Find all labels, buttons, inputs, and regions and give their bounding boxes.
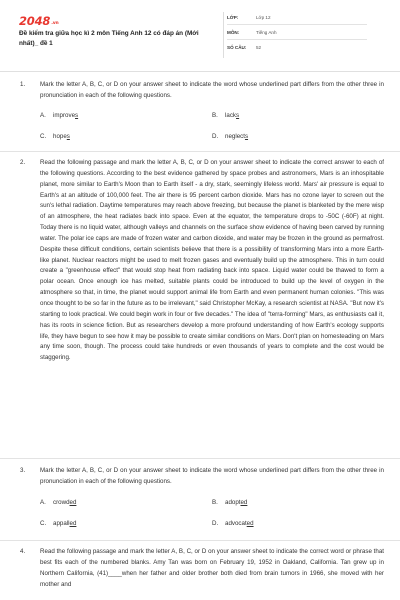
option-letter: C. — [40, 133, 47, 140]
header-rule — [0, 71, 400, 72]
option-text: hope — [53, 133, 67, 140]
meta-subject-key: MÔN: — [227, 30, 240, 35]
option-text: lack — [225, 112, 237, 119]
question-number: 2. — [20, 159, 26, 166]
question-divider — [0, 458, 400, 459]
question-divider — [0, 540, 400, 541]
underlined-part: ed — [69, 499, 77, 506]
option-3d[interactable] — [212, 520, 254, 527]
option-3b[interactable] — [212, 499, 247, 506]
document-header — [0, 0, 400, 66]
underlined-part: s — [236, 112, 240, 119]
option-1d[interactable] — [212, 133, 248, 140]
question-1 — [20, 80, 384, 102]
meta-line — [227, 39, 367, 40]
option-text: neglect — [225, 133, 245, 140]
option-text: advocat — [225, 520, 247, 527]
option-3c[interactable] — [40, 520, 76, 527]
meta-class-key: LỚP: — [227, 15, 239, 20]
underlined-part: ed — [246, 520, 254, 527]
option-text: adopt — [225, 499, 241, 506]
question-divider — [0, 151, 400, 152]
option-letter: C. — [40, 520, 47, 527]
meta-line — [227, 24, 367, 25]
question-number: 1. — [20, 81, 26, 88]
option-text: crowd — [53, 499, 70, 506]
logo-text: 2048 — [19, 14, 51, 28]
option-letter: B. — [212, 499, 218, 506]
reading-passage: Read the following passage and mark the letter A, B, C, or D on your answer sheet to indicate the correct word or phrase that best fits each of the numbered blanks. Amy Tan was born on February 19, 1952 in Oakland, California. Tan grew up in Northern California, (41)____when her father and older brother both died from brain tumors in 1966, she moved with her mother and — [40, 548, 384, 588]
question-prompt: Mark the letter A, B, C, or D on your answer sheet to indicate the word whose underlined part differs from the other three in pronunciation in each of the following questions. — [40, 467, 384, 485]
option-text: improve — [53, 112, 76, 119]
meta-subject-value: Tiếng Anh — [256, 30, 277, 35]
reading-passage: Read the following passage and mark the letter A, B, C, or D on your answer sheet to indicate the correct answer to each of the following questions. According to the best evidence gathered by space probes and astronomers, Mars is an inhospitable planet, more similar to Earth's Moon than to Earth itself - a dry, stark, seemingly lifeless world. Mars' air pressure is equal to Earth's at an altitude of 100,000 feet. The air there is 95 percent carbon dioxide. Mars has no ozone layer to screen out the sun's lethal radiation. Daytime temperatures may reach above freezing, but because the planet is blanketed by the mere wisp of an atmosphere, the heat radiates back into space. Even at the equator, the temperature drops to -50C (-60F) at night. Today there is no liquid water, although valleys and channels on the surface show evidence of having been carved by running water. The polar ice caps are made of frozen water and carbon dioxide, and water may be frozen in the ground as permafrost. Despite these difficult conditions, certain scientists believe that there is a possibility of transforming Mars into a more Earth-like planet. Nuclear reactors might be used to melt frozen gases and eventually build up the atmosphere. This in turn could create a "greenhouse effect" that would stop heat from radiating back into space. Liquid water could be thawed to form a polar ocean. Once enough ice has melted, suitable plants could be introduced to build up the level of oxygen in the atmosphere so that, in time, the planet would support animal life from Earth and even permanent human colonies. "This was once thought to be so far in the future as to be irrelevant," said Christopher McKay, a research scientist at NASA. "But now it's starting to look practical. We could begin work in four or five decades." The idea of "terra-forming" Mars, as enthusiasts call it, has its roots in science fiction. But as researchers develop a more profound understanding of how Earth's ecology supports life, they have begun to see how it may be possible to create similar conditions on Mars. Don't plan on homesteading on Mars any time soon, though. The process could take hundreds or even thousands of years to complete and the cost would be staggering. — [40, 159, 384, 362]
question-number: 4. — [20, 548, 26, 555]
option-letter: A. — [40, 112, 46, 119]
underlined-part: s — [244, 133, 249, 140]
question-prompt: Mark the letter A, B, C, or D on your answer sheet to indicate the word whose underlined part differs from the other three in pronunciation in each of the following questions. — [40, 81, 384, 99]
meta-count-value: 52 — [256, 45, 262, 50]
question-4 — [20, 547, 384, 590]
question-2 — [20, 158, 384, 364]
site-logo[interactable] — [19, 14, 58, 28]
option-1b[interactable] — [212, 112, 239, 119]
meta-class-value: Lớp 12 — [256, 15, 271, 20]
option-1c[interactable] — [40, 133, 70, 140]
logo-suffix: .vn — [51, 21, 59, 26]
underlined-part: s — [75, 112, 79, 119]
question-3 — [20, 466, 384, 488]
document-title: Đề kiểm tra giữa học kì 2 môn Tiếng Anh 12 có đáp án (Mới nhất)_ đề 1 — [19, 30, 199, 47]
option-letter: A. — [40, 499, 46, 506]
meta-divider — [223, 12, 224, 58]
meta-count-key: SỐ CÂU: — [227, 45, 247, 50]
option-1a[interactable] — [40, 112, 78, 119]
option-letter: D. — [212, 520, 219, 527]
option-text: appall — [53, 520, 70, 527]
question-number: 3. — [20, 467, 26, 474]
underlined-part: ed — [69, 520, 77, 527]
option-letter: B. — [212, 112, 218, 119]
underlined-part: s — [66, 133, 70, 140]
option-letter: D. — [212, 133, 219, 140]
underlined-part: ed — [240, 499, 248, 506]
option-3a[interactable] — [40, 499, 76, 506]
